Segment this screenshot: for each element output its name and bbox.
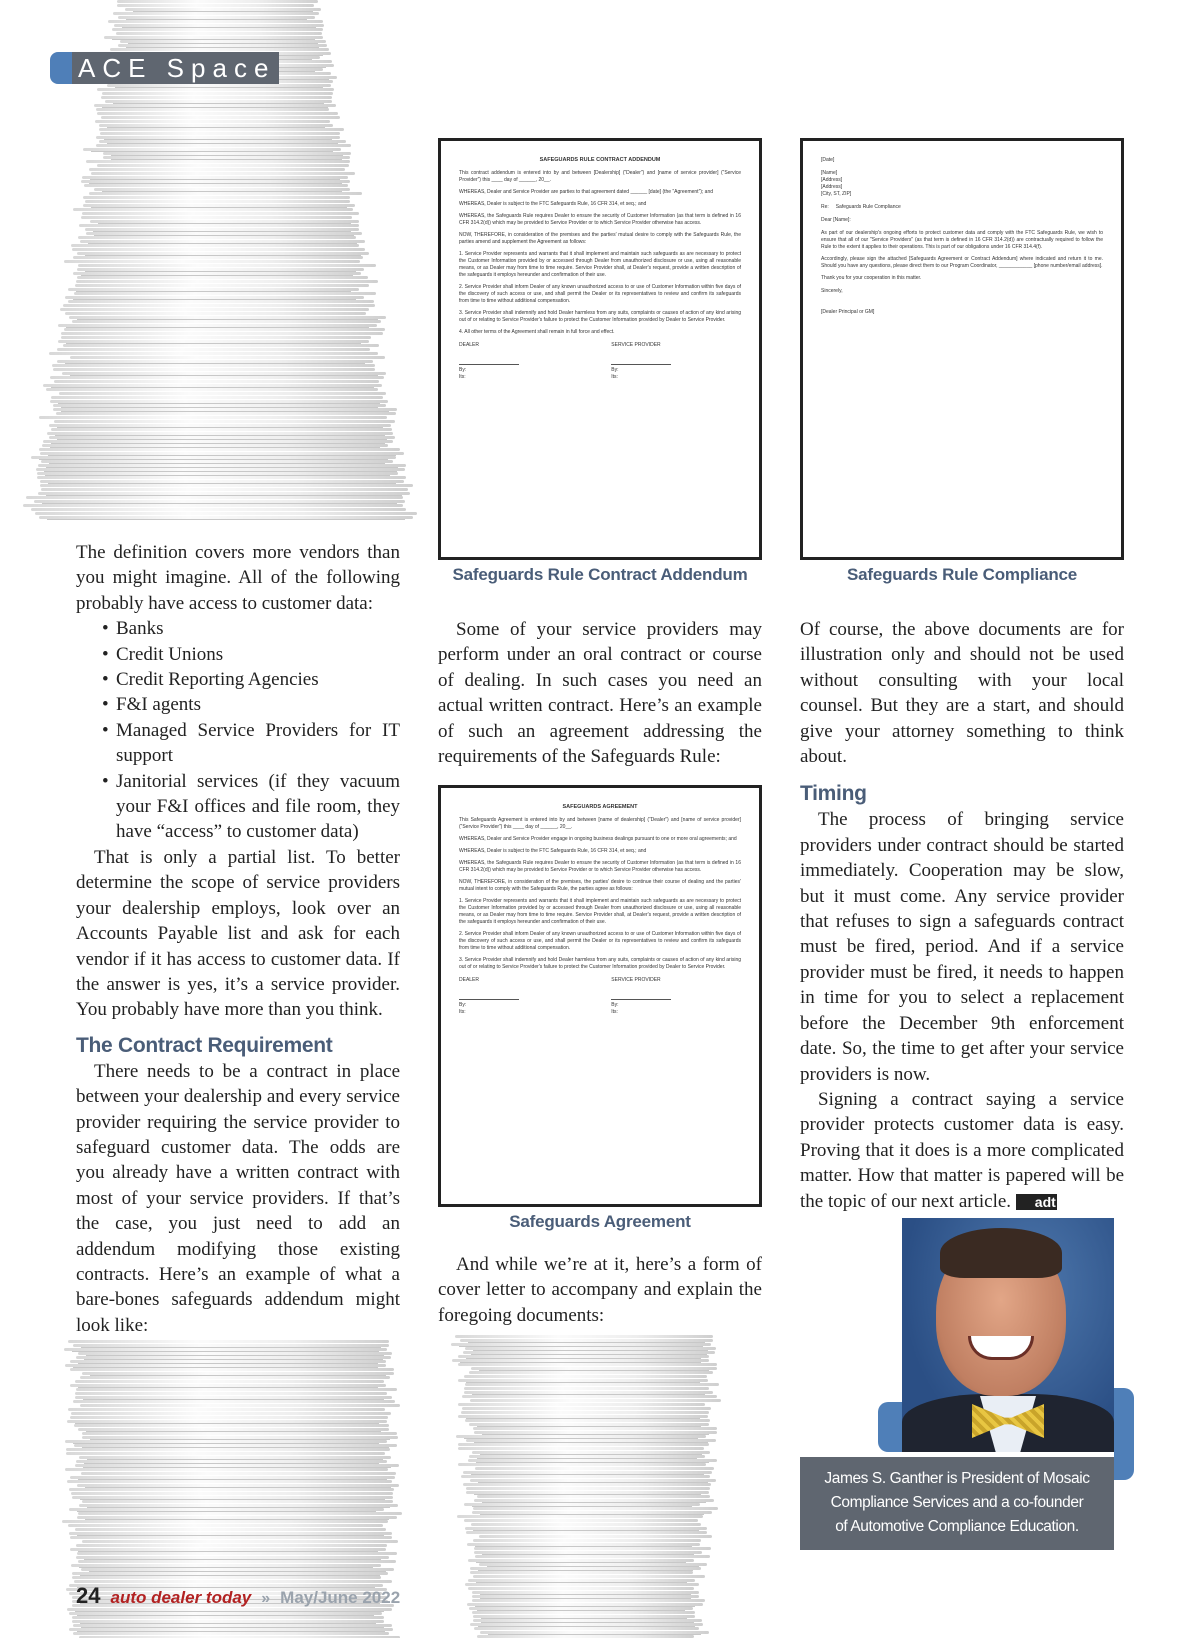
document-paragraph: Accordingly, please sign the attached [Safeguards Agreement or Contract Addendum] where indicated and return it to me. Should you have any questions, please direct them to our Program Coordinator, ____________ [phone number/email address]. bbox=[821, 256, 1103, 269]
signature-party-label: SERVICE PROVIDER bbox=[611, 977, 661, 983]
document-paragraph: This Safeguards Agreement is entered into by and between [name of dealership] (“Dealer”) and [name of service provider] (“Service Provider”) this ____ day of ______, 20__. bbox=[459, 817, 741, 830]
bio-line: of Automotive Compliance Education. bbox=[835, 1518, 1079, 1535]
signature-party-label: SERVICE PROVIDER bbox=[611, 342, 661, 348]
list-item: • Banks bbox=[102, 616, 400, 641]
closing-text: Signing a contract saying a service provider protects customer data is easy. Proving that it does is a more complicated matter. How that matter is papered will be the topic of our next article. bbox=[800, 1088, 1124, 1212]
signature-its: Its: bbox=[611, 374, 618, 380]
list-item: • Credit Reporting Agencies bbox=[102, 667, 400, 692]
body-paragraph: The process of bringing service providers under contract should be started immediately. Cooperation may be slow, but it must come. Any service provider that refuses to sign a safeguards contract must be fired, period. And if a service provider must be fired, it needs to happen in time for you to select a replacement before the December 9th enforcement date. So, the time to get after your service providers is now. bbox=[800, 809, 1124, 1085]
section-heading: Timing bbox=[800, 782, 867, 806]
document-title: SAFEGUARDS AGREEMENT bbox=[562, 804, 638, 810]
figure-caption: Safeguards Rule Contract Addendum bbox=[452, 565, 748, 584]
signature-by: By: bbox=[459, 367, 467, 373]
paper-stack-image-bottom-middle bbox=[438, 1335, 738, 1638]
end-mark-text: adt bbox=[1034, 1193, 1056, 1210]
vendor-list bbox=[76, 616, 400, 845]
list-item: • F&I agents bbox=[102, 692, 400, 717]
document-paragraph: 3. Service Provider shall indemnify and hold Dealer harmless from any suits, complaints or causes of action of any kind arising out of or relating to Service Provider's failure to protect the Customer Information provided by Dealer to Service Provider. bbox=[459, 310, 741, 323]
list-item: • Credit Unions bbox=[102, 642, 400, 667]
document-paragraph: [Dealer Principal or GM] bbox=[821, 309, 875, 315]
footer-separator: » bbox=[261, 1590, 271, 1607]
document-paragraph: WHEREAS, the Safeguards Rule requires Dealer to ensure the security of Customer Information (as that term is defined in 16 CFR 314.2(d)) which may be provided to Service Provider or to which Service Provider otherwise has access. bbox=[459, 860, 741, 873]
intro-paragraph: The definition covers more vendors than you might imagine. All of the following probably have access to customer data: bbox=[76, 542, 400, 614]
document-paragraph: 1. Service Provider represents and warrants that it shall implement and maintain such safeguards as are necessary to protect the Customer Information provided by or accessed through Dealer from unauthorized disclosure or use, using all reasonable means, or as Dealer may from time to time require. Service Provider shall, at Dealer's request, provide a written description of the safeguards it employs hereunder and confirmation of their use. bbox=[459, 251, 741, 278]
signature-by: By: bbox=[459, 1002, 467, 1008]
figure-caption: Safeguards Agreement bbox=[509, 1212, 691, 1231]
body-paragraph bbox=[800, 1087, 1124, 1214]
signature-its: Its: bbox=[611, 1009, 618, 1015]
signature-party-label: DEALER bbox=[459, 977, 480, 983]
document-paragraph: 4. All other terms of the Agreement shall remain in full force and effect. bbox=[459, 329, 615, 335]
addendum-document-image bbox=[438, 138, 762, 560]
document-paragraph: As part of our dealership's ongoing efforts to protect customer data and comply with the FTC Safeguards Rule, we wish to ensure that all of our "Service Providers" (as that term is defined in 16 CFR 314.2(d)) are contractually required to follow the Rule to the extent it applies to their operations. This is part of our obligations under 16 CFR 314.4(f). bbox=[821, 230, 1103, 250]
column-left bbox=[76, 540, 400, 1338]
signature-party-label: DEALER bbox=[459, 342, 480, 348]
document-paragraph: 2. Service Provider shall inform Dealer of any known unauthorized access to or use of Customer Information within five days of the discovery of such access or use, and shall permit the Dealer or its representatives to review and confirm its safeguards from time to time without additional compensation. bbox=[459, 931, 741, 951]
compliance-letter-image bbox=[800, 138, 1124, 560]
signature-by: By: bbox=[611, 1002, 619, 1008]
column-middle bbox=[438, 617, 762, 769]
document-paragraph: WHEREAS, Dealer and Service Provider are parties to that agreement dated ______ [date] (the “Agreement”); and bbox=[459, 189, 714, 195]
document-paragraph: This contract addendum is entered into by and between [Dealership] (“Dealer”) and [name of service provider] (“Service Provider”) this ____ day of ______, 20__. bbox=[459, 170, 741, 183]
bio-line: Compliance Services and a co-founder bbox=[830, 1494, 1084, 1511]
letter-line: [Address] bbox=[821, 177, 843, 183]
document-paragraph: WHEREAS, Dealer is subject to the FTC Safeguards Rule, 16 CFR 314, et seq.; and bbox=[459, 201, 647, 207]
section-label: ACE Space bbox=[72, 52, 279, 84]
photo-accent-left bbox=[878, 1402, 902, 1452]
photo-accent-right bbox=[1114, 1388, 1134, 1480]
agreement-document-image bbox=[438, 785, 762, 1207]
signature-its: Its: bbox=[459, 374, 466, 380]
signature-by: By: bbox=[611, 367, 619, 373]
author-bio bbox=[800, 1457, 1114, 1550]
document-paragraph: WHEREAS, Dealer and Service Provider engage in ongoing business dealings pursuant to one or more oral agreements; and bbox=[459, 836, 737, 842]
column-middle-lower bbox=[438, 1252, 762, 1328]
signature-block bbox=[459, 342, 741, 381]
document-paragraph: NOW, THEREFORE, in consideration of the premises, the parties' desire to continue their course of dealing and the parties' mutual intent to comply with the Safeguards Rule, the parties agree as follows: bbox=[459, 879, 741, 892]
page-number: 24 bbox=[76, 1583, 101, 1608]
column-right bbox=[800, 617, 1124, 1214]
figure-caption: Safeguards Rule Compliance bbox=[846, 565, 1078, 584]
letter-line: [Date] bbox=[821, 157, 835, 163]
signature-block bbox=[459, 977, 741, 1016]
letter-line: [Address] bbox=[821, 184, 843, 190]
signature-its: Its: bbox=[459, 1009, 466, 1015]
letter-line: [Name] bbox=[821, 170, 838, 176]
author-photo bbox=[902, 1218, 1114, 1452]
body-paragraph: Some of your service providers may perform under an oral contract or course of dealing. In such cases you need an actual written contract. Here’s an example of such an agreement addressing the requirements of the Safeguards Rule: bbox=[438, 619, 762, 768]
document-paragraph: WHEREAS, the Safeguards Rule requires Dealer to ensure the security of Customer Information (as that term is defined in 16 CFR 314.2(d)) which may be provided to Service Provider or to which Service Provider otherwise has access. bbox=[459, 213, 741, 226]
list-item: • Janitorial services (if they vacuum your F&I offices and file room, they have “access” to customer data) bbox=[102, 769, 400, 845]
letter-salutation: Dear [Name]: bbox=[821, 217, 851, 223]
section-tag bbox=[50, 52, 279, 84]
bio-line: James S. Ganther is President of Mosaic bbox=[824, 1470, 1090, 1487]
body-paragraph: Of course, the above documents are for illustration only and should not be used without consulting with your local counsel. But they are a start, and should give your attorney something to think about. bbox=[800, 619, 1124, 768]
document-paragraph: 2. Service Provider shall inform Dealer of any known unauthorized access to or use of Customer Information within five days of the discovery of such access or use, and shall permit the Dealer or its representatives to review and confirm its safeguards from time to time without additional compensation. bbox=[459, 284, 741, 304]
page-footer bbox=[76, 1583, 400, 1609]
section-heading: The Contract Requirement bbox=[76, 1033, 333, 1057]
body-paragraph: There needs to be a contract in place between your dealership and every service provider requiring the service provider to safeguard customer data. The odds are you already have a written contract with most of your service providers. If that’s the case, you just need to add an addendum modifying those existing contracts. Here’s an example of what a bare-bones safeguards addendum might look like: bbox=[76, 1060, 400, 1336]
letter-subject: Re: Safeguards Rule Compliance bbox=[821, 204, 901, 210]
document-paragraph: 1. Service Provider represents and warrants that it shall implement and maintain such safeguards as are necessary to protect the Customer Information provided by or accessed through Dealer from unauthorized disclosure or use, using all reasonable means, or as Dealer may from time to time require. Service Provider shall, at Dealer's request, provide a written description of the safeguards it employs hereunder and confirmation of their use. bbox=[459, 898, 741, 925]
end-of-article-mark bbox=[1016, 1194, 1057, 1210]
document-paragraph: WHEREAS, Dealer is subject to the FTC Safeguards Rule, 16 CFR 314, et seq.; and bbox=[459, 848, 647, 854]
body-paragraph: That is only a partial list. To better determine the scope of service providers your dealership employs, look over an Accounts Payable list and ask for each vendor if it has access to customer data. If the answer is yes, it’s a service provider. You probably have more than you think. bbox=[76, 846, 400, 1021]
document-paragraph: 3. Service Provider shall indemnify and hold Dealer harmless from any suits, complaints or causes of action of any kind arising out of or relating to Service Provider's failure to protect the Customer Information provided by Dealer to Service Provider. bbox=[459, 957, 741, 970]
document-paragraph: NOW, THEREFORE, in consideration of the premises and the parties' mutual desire to comply with the Safeguards Rule, the parties amend and supplement the Agreement as follows: bbox=[459, 232, 741, 245]
body-paragraph: And while we’re at it, here’s a form of cover letter to accompany and explain the foregoing documents: bbox=[438, 1254, 762, 1326]
document-paragraph: Thank you for your cooperation in this matter. bbox=[821, 275, 922, 281]
document-paragraph: Sincerely, bbox=[821, 288, 843, 294]
magazine-name: auto dealer today bbox=[110, 1588, 252, 1607]
letter-line: [City, ST, ZIP] bbox=[821, 191, 852, 197]
document-title: SAFEGUARDS RULE CONTRACT ADDENDUM bbox=[539, 157, 661, 163]
issue-date: May/June 2022 bbox=[280, 1588, 401, 1607]
list-item: • Managed Service Providers for IT support bbox=[102, 718, 400, 769]
